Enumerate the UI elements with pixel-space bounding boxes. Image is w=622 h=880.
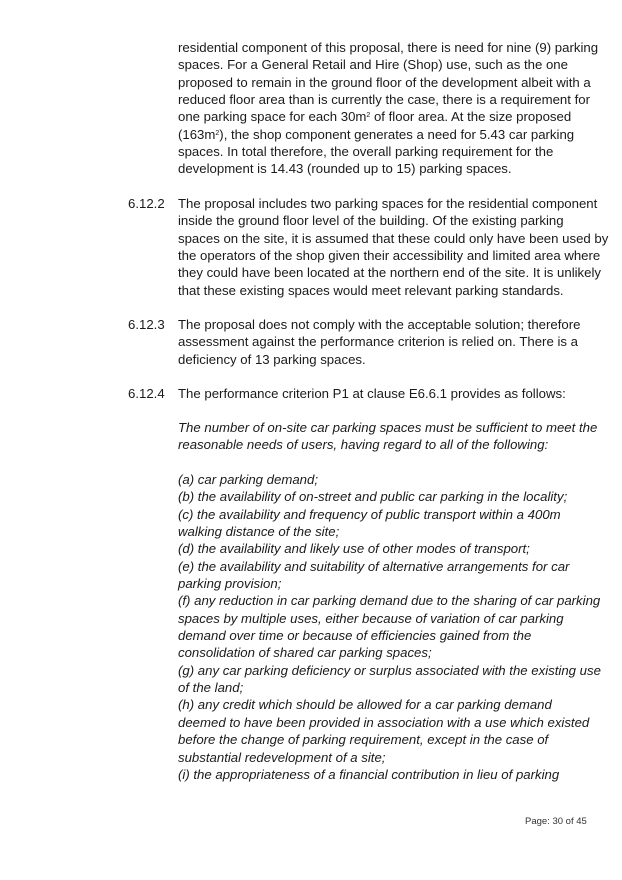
text-line: inside the ground floor level of the building. Of the existing parking (178, 213, 564, 229)
text-line: one parking space for each $30m^2$ of floor area. At the size proposed (178, 109, 572, 125)
list-item-line: (i) the appropriateness of a financial contribution in lieu of parking (178, 766, 560, 782)
text-line: The proposal includes two parking spaces for the residential component (178, 196, 598, 211)
text-line: The performance criterion P1 at clause E6.6.1 provides as follows: (178, 386, 566, 401)
text-line: that these existing spaces would meet relevant parking standards. (178, 282, 564, 298)
text-line: development is 14.43 (rounded up to 15) parking spaces. (178, 161, 512, 177)
list-item-line: substantial redevelopment of a site; (178, 749, 386, 765)
paragraph-text (178, 195, 609, 299)
paragraph-text (178, 385, 588, 402)
paragraph-text (178, 316, 588, 368)
superscript-two: 2 (366, 112, 371, 120)
page-number-footer: Page: 30 of 45 (525, 816, 587, 827)
list-item-line: (f) any reduction in car parking demand due to the sharing of car parking (178, 593, 601, 609)
text-line: deficiency of 13 parking spaces. (178, 351, 366, 367)
text-line: $(163m^2)$, the shop component generates a need for 5.43 car parking (178, 126, 575, 142)
text-line: proposed to remain in the ground floor of the development albeit with a (178, 74, 591, 90)
quoted-criterion-intro (178, 419, 598, 454)
list-item-line: (h) any credit which should be allowed for a car parking demand (178, 697, 552, 713)
list-item-line: parking provision; (178, 576, 282, 592)
paragraph-number: 6.12.3 (128, 317, 165, 332)
list-item-line: deemed to have been provided in association with a use which existed (178, 714, 590, 730)
paragraph-number: 6.12.4 (128, 386, 165, 401)
list-item-line: walking distance of the site; (178, 524, 340, 540)
text-line: assessment against the performance criterion is relied on. There is a (178, 334, 578, 350)
continuation-paragraph (178, 39, 599, 178)
text-line: spaces. In total therefore, the overall parking requirement for the (178, 144, 554, 160)
paragraph-6-12-4 (128, 385, 588, 402)
text-line: they could have been located at the northern end of the site. It is unlikely (178, 265, 602, 281)
text-line: spaces on the site, it is assumed that these could only have been used by (178, 230, 609, 246)
list-item-line: before the change of parking requirement, except in the case of (178, 732, 549, 748)
list-item-line: consolidation of shared car parking spaces; (178, 645, 432, 661)
list-item-line: spaces by multiple uses, either because of variation of car parking (178, 610, 564, 626)
text-line: The number of on-site car parking spaces must be sufficient to meet the (178, 420, 598, 435)
text-line: reasonable needs of users, having regard to all of the following: (178, 437, 549, 453)
text-line: spaces. For a General Retail and Hire (Shop) use, such as the one (178, 57, 568, 73)
text-line: residential component of this proposal, there is need for nine (9) parking (178, 40, 599, 55)
list-item-line: of the land; (178, 680, 244, 696)
list-item-line: (g) any car parking deficiency or surplus associated with the existing use (178, 662, 601, 678)
text-line: The proposal does not comply with the acceptable solution; therefore (178, 317, 581, 332)
text-line: the operators of the shop given their accessibility and limited area where (178, 248, 601, 264)
paragraph-6-12-2 (128, 195, 609, 299)
list-item-line: (c) the availability and frequency of public transport within a 400m (178, 506, 561, 522)
superscript-two: 2 (215, 129, 220, 137)
list-item-line: demand over time or because of efficiencies gained from the (178, 628, 532, 644)
list-item-line: (a) car parking demand; (178, 472, 319, 487)
quoted-criterion-list (178, 471, 601, 783)
paragraph-6-12-3 (128, 316, 588, 368)
paragraph-number: 6.12.2 (128, 196, 165, 211)
list-item-line: (d) the availability and likely use of other modes of transport; (178, 541, 530, 557)
list-item-line: (b) the availability of on-street and public car parking in the locality; (178, 489, 568, 505)
text-line: reduced floor area than is currently the case, there is a requirement for (178, 92, 590, 108)
list-item-line: (e) the availability and suitability of alternative arrangements for car (178, 558, 570, 574)
